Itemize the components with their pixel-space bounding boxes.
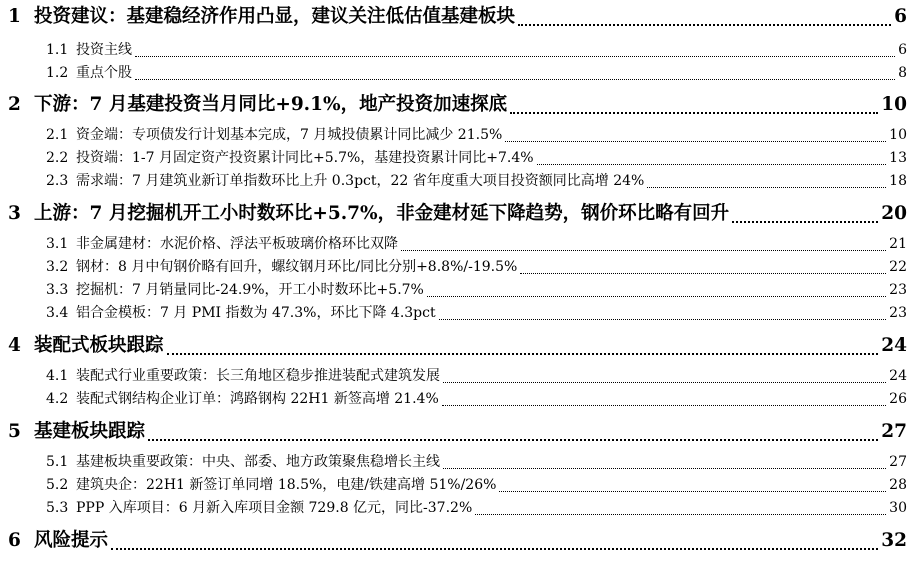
dot-leader xyxy=(443,382,886,383)
toc-entry-title: 上游：7 月挖掘机开工小时数环比+5.7%，非金建材延下降趋势，钢价环比略有回升 xyxy=(34,203,730,224)
toc-entry-title: 铝合金模板：7 月 PMI 指数为 47.3%，环比下降 4.3pct xyxy=(76,305,436,321)
toc-entry-title: 基建板块重要政策：中央、部委、地方政策聚焦稳增长主线 xyxy=(76,454,440,470)
toc-entry-title: 装配式钢结构企业订单：鸿路钢构 22H1 新签高增 21.4% xyxy=(76,391,439,407)
dot-leader xyxy=(439,319,887,320)
toc-subsection-entry[interactable] xyxy=(0,233,917,256)
toc-subsection-entry[interactable] xyxy=(0,302,917,325)
toc-entry-title: 需求端：7 月建筑业新订单指数环比上升 0.3pct，22 省年度重大项目投资额同比高增 24% xyxy=(76,173,645,189)
dot-leader xyxy=(520,273,886,274)
dot-leader xyxy=(442,405,886,406)
toc-subsection-entry[interactable] xyxy=(0,170,917,193)
toc-subsection-entry[interactable] xyxy=(0,62,917,85)
toc-section-entry[interactable] xyxy=(0,199,917,230)
toc-subsection-entry[interactable] xyxy=(0,497,917,520)
toc-entry-title: 投资建议：基建稳经济作用凸显，建议关注低估值基建板块 xyxy=(34,6,516,27)
toc-entry-title: 下游：7 月基建投资当月同比+9.1%，地产投资加速探底 xyxy=(34,94,508,115)
toc-entry-number: 4.1 xyxy=(46,368,69,384)
toc-subsection-entry[interactable] xyxy=(0,147,917,170)
toc-section-entry[interactable] xyxy=(0,417,917,448)
toc-entry-number: 5.2 xyxy=(46,477,69,493)
dot-leader xyxy=(148,439,878,441)
toc-section-entry[interactable] xyxy=(0,331,917,362)
toc-entry-title: 资金端：专项债发行计划基本完成，7 月城投债累计同比减少 21.5% xyxy=(76,127,503,143)
toc-entry-number: 3.2 xyxy=(46,259,69,275)
dot-leader xyxy=(537,164,887,165)
toc-entry-number: 5.3 xyxy=(46,500,69,516)
toc-entry-title: 装配式板块跟踪 xyxy=(34,335,164,356)
toc-entry-number: 1.2 xyxy=(46,65,69,81)
toc-page-number: 28 xyxy=(889,477,907,493)
toc-page-number: 6 xyxy=(894,6,907,27)
dot-leader xyxy=(135,79,895,80)
toc-entry-number: 2 xyxy=(8,94,21,115)
toc-subsection-entry[interactable] xyxy=(0,39,917,62)
dot-leader xyxy=(135,56,895,57)
toc-subsection-entry[interactable] xyxy=(0,124,917,147)
dot-leader xyxy=(505,141,886,142)
toc-entry-number: 3.1 xyxy=(46,236,69,252)
toc-entry-number: 1 xyxy=(8,6,21,27)
toc-entry-title: PPP 入库项目：6 月新入库项目金额 729.8 亿元，同比-37.2% xyxy=(76,500,473,516)
toc-page-number: 22 xyxy=(889,259,907,275)
toc-page-number: 21 xyxy=(889,236,907,252)
dot-leader xyxy=(499,491,886,492)
toc-page-number: 27 xyxy=(881,421,907,442)
toc-section-entry[interactable] xyxy=(0,90,917,121)
dot-leader xyxy=(111,548,878,550)
toc-subsection-entry[interactable] xyxy=(0,256,917,279)
toc-subsection-entry[interactable] xyxy=(0,365,917,388)
toc-entry-number: 6 xyxy=(8,530,21,551)
toc-page-number: 30 xyxy=(889,500,907,516)
toc-entry-title: 装配式行业重要政策：长三角地区稳步推进装配式建筑发展 xyxy=(76,368,440,384)
dot-leader xyxy=(518,24,891,26)
toc-entry-number: 4.2 xyxy=(46,391,69,407)
toc-entry-number: 3.4 xyxy=(46,305,69,321)
toc-subsection-entry[interactable] xyxy=(0,388,917,411)
toc-entry-title: 基建板块跟踪 xyxy=(34,421,146,442)
toc-page-number: 13 xyxy=(889,150,907,166)
toc-page-number: 8 xyxy=(898,65,907,81)
toc-page-number: 6 xyxy=(898,42,907,58)
toc-page-number: 23 xyxy=(889,305,907,321)
toc-page-number: 10 xyxy=(881,94,907,115)
toc-page-number: 23 xyxy=(889,282,907,298)
toc-page-number: 20 xyxy=(881,203,907,224)
toc-entry-title: 建筑央企：22H1 新签订单同增 18.5%，电建/铁建高增 51%/26% xyxy=(76,477,497,493)
toc-section-entry[interactable] xyxy=(0,2,917,33)
dot-leader xyxy=(443,468,886,469)
toc-entry-number: 3 xyxy=(8,203,21,224)
toc-entry-number: 2.1 xyxy=(46,127,69,143)
toc-entry-title: 投资端：1-7 月固定资产投资累计同比+5.7%，基建投资累计同比+7.4% xyxy=(76,150,534,166)
toc-page-number: 24 xyxy=(881,335,907,356)
toc-entry-number: 5 xyxy=(8,421,21,442)
toc-entry-number: 2.3 xyxy=(46,173,69,189)
dot-leader xyxy=(167,353,879,355)
dot-leader xyxy=(427,296,886,297)
dot-leader xyxy=(732,221,878,223)
toc-entry-number: 4 xyxy=(8,335,21,356)
dot-leader xyxy=(647,187,886,188)
toc-entry-title: 挖掘机：7 月销量同比-24.9%，开工小时数环比+5.7% xyxy=(76,282,424,298)
toc-page-number: 24 xyxy=(889,368,907,384)
toc-entry-title: 投资主线 xyxy=(76,42,132,58)
toc-entry-number: 2.2 xyxy=(46,150,69,166)
dot-leader xyxy=(401,250,886,251)
toc-subsection-entry[interactable] xyxy=(0,474,917,497)
toc-subsection-entry[interactable] xyxy=(0,279,917,302)
toc-page-number: 18 xyxy=(889,173,907,189)
toc-page-number: 27 xyxy=(889,454,907,470)
toc-page-number: 32 xyxy=(881,530,907,551)
toc-entry-title: 钢材：8 月中旬钢价略有回升，螺纹钢月环比/同比分别+8.8%/-19.5% xyxy=(76,259,518,275)
toc-entry-number: 3.3 xyxy=(46,282,69,298)
toc-section-entry[interactable] xyxy=(0,526,917,557)
toc-entry-title: 非金属建材：水泥价格、浮法平板玻璃价格环比双降 xyxy=(76,236,398,252)
toc-page-number: 10 xyxy=(889,127,907,143)
dot-leader xyxy=(475,514,886,515)
toc-entry-title: 风险提示 xyxy=(34,530,109,551)
toc-entry-number: 5.1 xyxy=(46,454,69,470)
toc-subsection-entry[interactable] xyxy=(0,451,917,474)
dot-leader xyxy=(510,112,878,114)
toc-page-number: 26 xyxy=(889,391,907,407)
toc-entry-number: 1.1 xyxy=(46,42,69,58)
toc-entry-title: 重点个股 xyxy=(76,65,132,81)
